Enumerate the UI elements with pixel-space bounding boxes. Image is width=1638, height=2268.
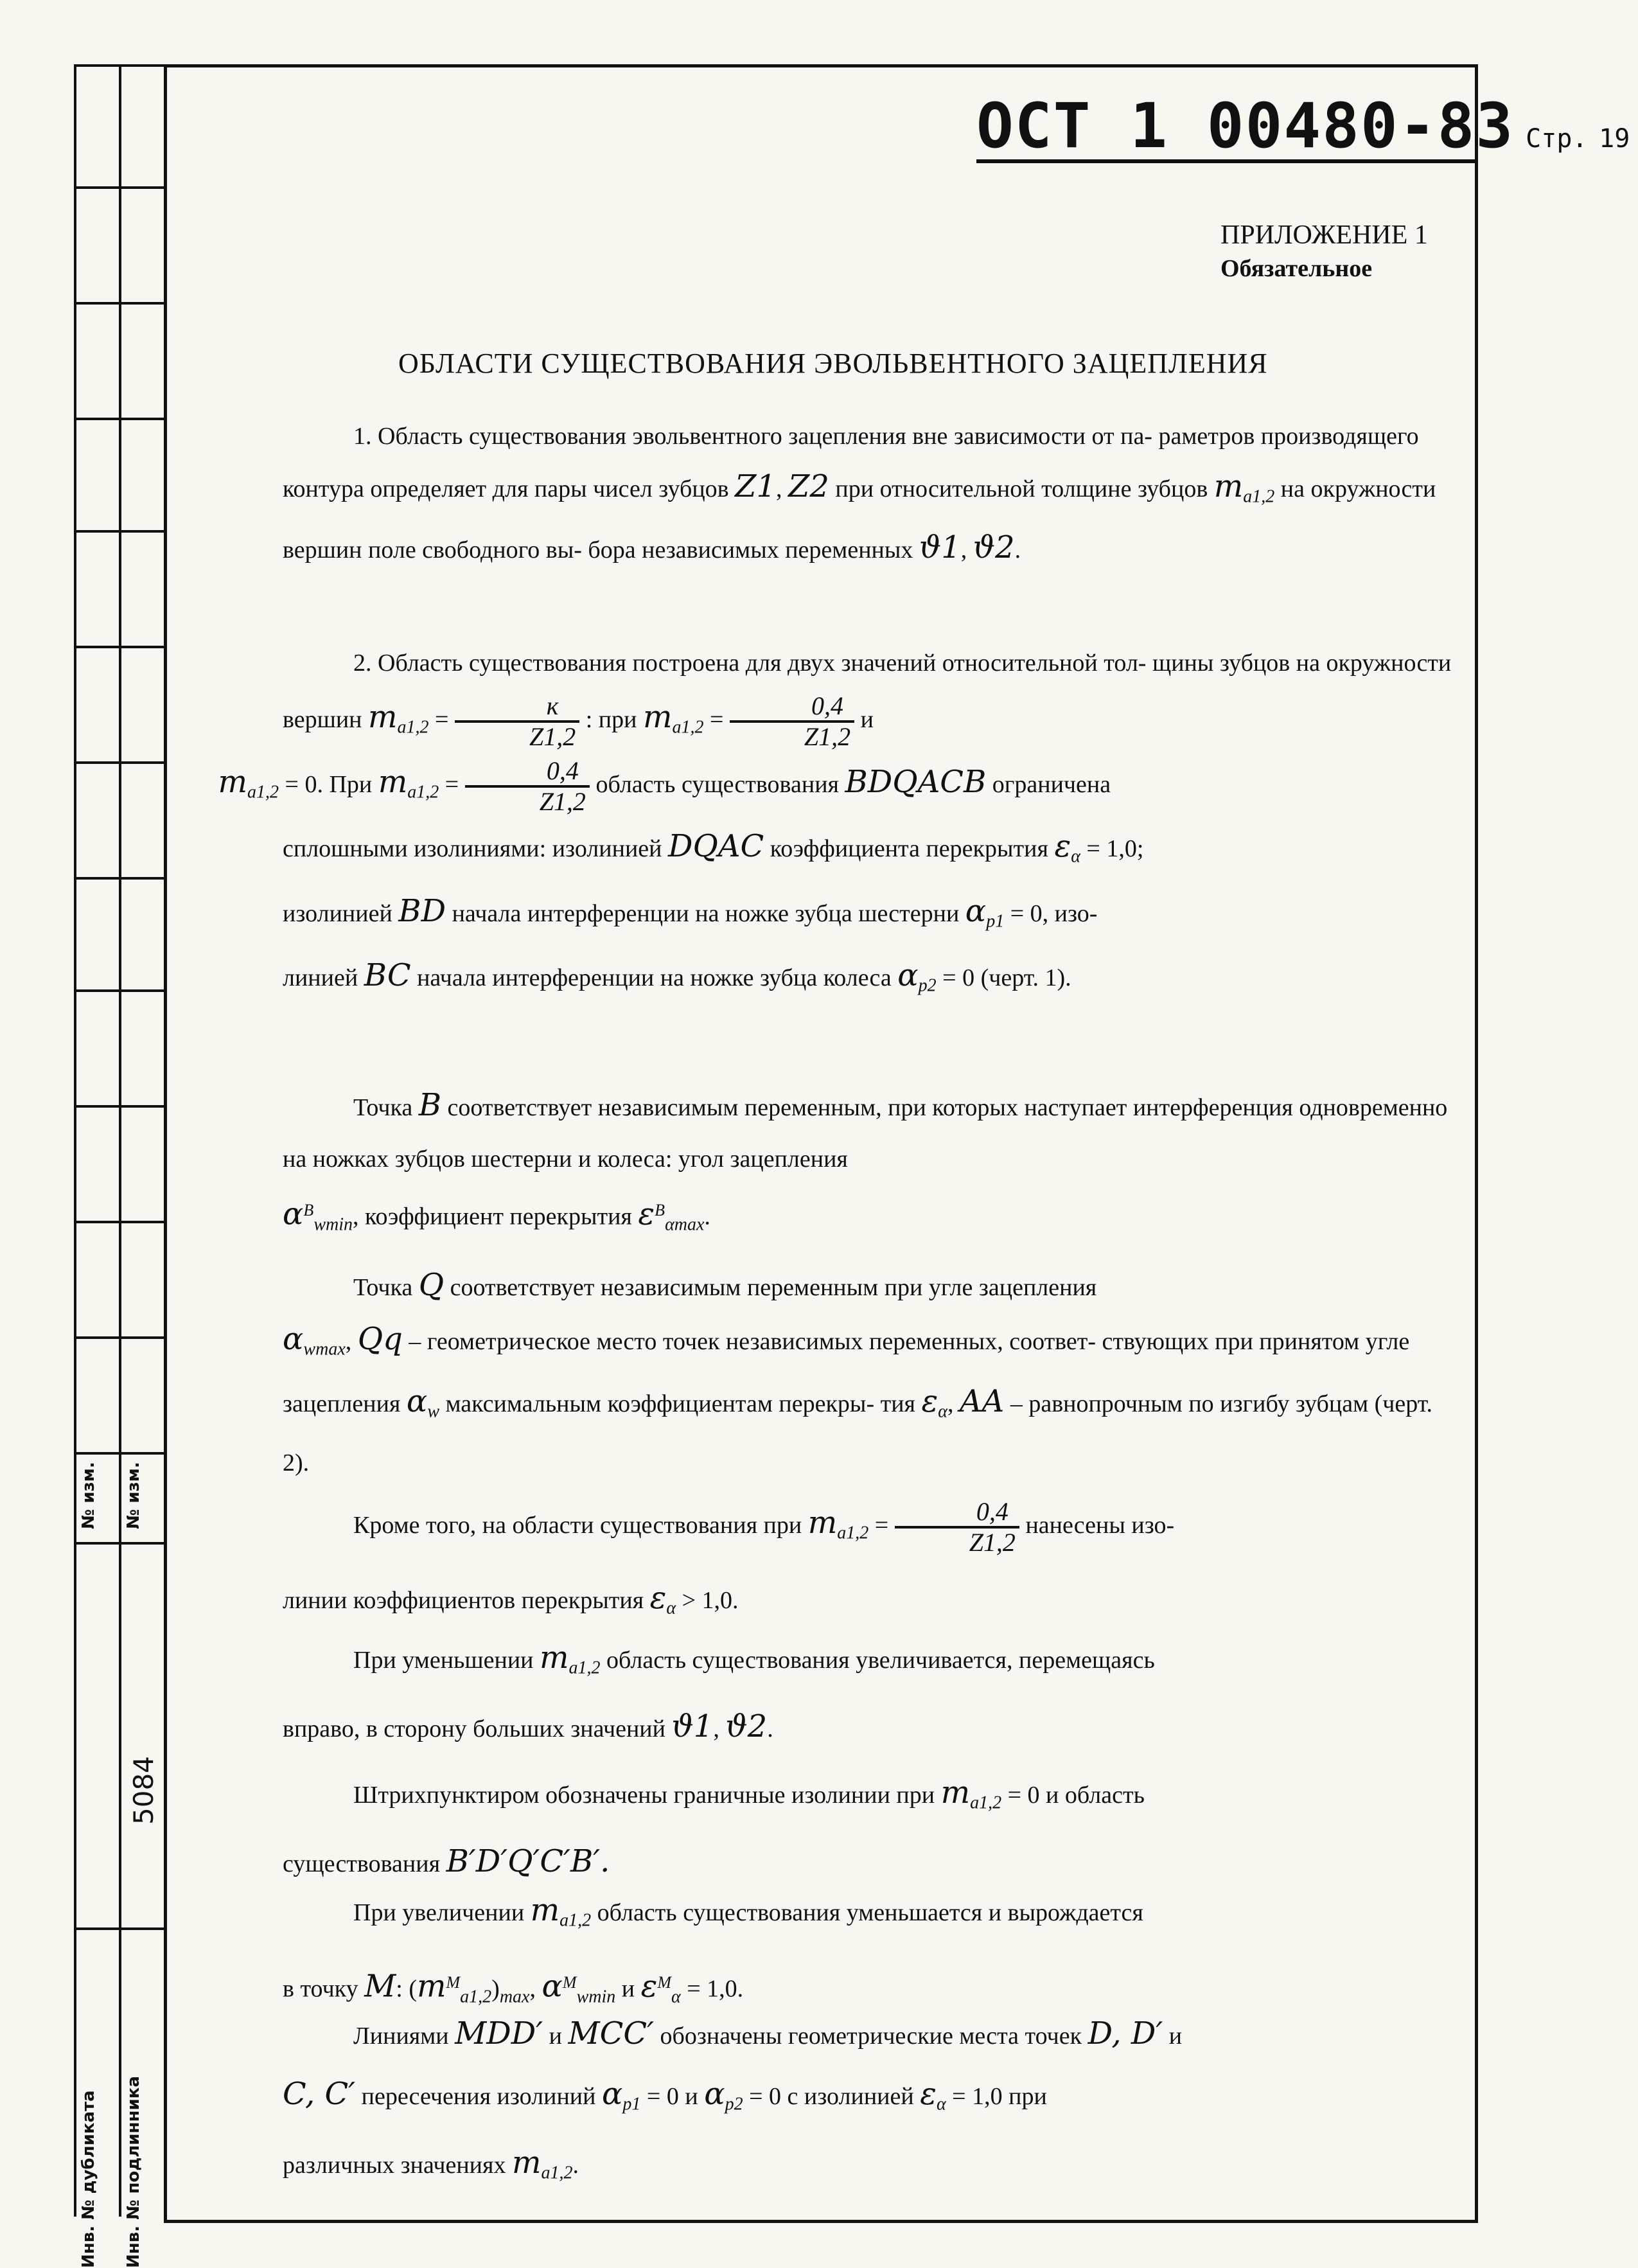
inventory-number: 5084 [128, 1756, 159, 1825]
text: щины зубцов на окружности вершин [283, 650, 1452, 733]
paragraph-3: Точка B соответствует независимым переменным, при которых наступает интерференция одновременно на ножках зубцов шестерни и колеса: угол зацепления $\alpha^B_{wmin}$, коэффициент перекрытия $\varepsilon^B_{\alpha max}$. [283, 1087, 1448, 1235]
math: M [657, 1972, 672, 1992]
math: w [427, 1401, 440, 1422]
text: При увеличении [353, 1899, 525, 1926]
text: и [860, 706, 874, 733]
text: изолинией [283, 899, 392, 927]
stamp-cell [74, 1336, 164, 1339]
text: = 1,0. [687, 1975, 744, 2003]
paragraph-8: При увеличении $m_{a1,2}$ область существования уменьшается и вырождается в точку M: $(m^M_{a1,2})_{max}$, $\alpha^M_{wmin}$ и $\varepsilon^M_\alpha = 1,0$. [283, 1892, 1143, 2007]
side-stamp-columns [74, 64, 164, 2268]
text: 1. Область существования эвольвентного зацепления вне зависимости от па- [353, 423, 1152, 450]
math: M [446, 1972, 461, 1992]
math: ε [920, 2076, 937, 2112]
text: обозначены геометрические места точек [660, 2023, 1082, 2050]
fraction [730, 692, 854, 751]
stamp-cell [74, 646, 164, 648]
numerator: 0,4 [465, 757, 590, 788]
math: M [562, 1972, 577, 1992]
math: α [897, 957, 919, 994]
math: α [601, 2076, 623, 2112]
text: соответствует независимым переменным, при которых наступает [447, 1094, 1127, 1121]
math: DQAC [667, 828, 764, 865]
stamp-label: Инв. № подлинника [124, 2076, 143, 2268]
math: a1,2 [672, 717, 704, 738]
text: интерференция одновременно на ножках зубцов шестерни и колеса: угол зацепления [283, 1094, 1448, 1173]
paragraph-7 [283, 1764, 1465, 1893]
stamp-column-left [74, 64, 121, 2217]
math: a1,2 [407, 782, 439, 802]
text: раметров производящего контура определяет для пары чисел зубцов [283, 423, 1419, 502]
math: C, C′ [283, 2076, 356, 2112]
stamp-cell [74, 1542, 164, 1545]
stamp-label: № изм. [79, 1462, 98, 1529]
stamp-cell [74, 1927, 164, 1930]
stamp-cell [74, 989, 164, 992]
math: wmin [313, 1214, 353, 1235]
text: и [549, 2023, 563, 2050]
math: Qq [357, 1321, 403, 1357]
math: Z1 [735, 468, 776, 504]
math: ϑ1 [671, 1708, 714, 1744]
text: соответствует независимым переменным при угле зацепления [450, 1274, 1097, 1301]
math: ε [921, 1383, 938, 1419]
text: начала интерференции на ножке зубца колеса [417, 964, 892, 992]
math: D, D′ [1088, 2016, 1163, 2051]
document-header [976, 90, 1630, 162]
math: a1,2 [541, 2163, 573, 2183]
math: m [1213, 468, 1244, 504]
math: m [368, 699, 398, 735]
math: αmax [665, 1214, 705, 1235]
text: 2. Область существования построена для двух значений относительной тол- [353, 650, 1147, 677]
math: α [704, 2076, 725, 2112]
text: линии коэффициентов перекрытия [283, 1586, 644, 1614]
math: m [218, 763, 248, 800]
math: m [530, 1892, 560, 1928]
math: ϑ2 [725, 1708, 768, 1744]
text: существования [283, 1850, 441, 1877]
math: α [938, 1401, 947, 1422]
math: m [540, 1640, 569, 1676]
text: = 0 и область [1007, 1782, 1145, 1809]
page-label: Стр. [1526, 124, 1588, 154]
text: = 1,0; [1086, 835, 1144, 863]
text: = 0 с изолинией [749, 2083, 914, 2110]
math: a1,2 [970, 1793, 1002, 1813]
appendix-subtitle: Обязательное [1220, 255, 1373, 282]
fraction [455, 692, 579, 751]
denominator: Z1,2 [969, 1528, 1016, 1557]
stamp-label: № изм. [124, 1462, 143, 1529]
math: α [666, 1598, 676, 1618]
math: Z2 [788, 468, 829, 504]
math: ϑ1 [919, 529, 961, 565]
math: p1 [622, 2094, 641, 2114]
text: вправо, в сторону больших значений [283, 1715, 665, 1742]
math: B [418, 1087, 442, 1123]
text: Линиями [353, 2023, 449, 2050]
text: ограничена [992, 770, 1111, 798]
math: a1,2 [559, 1910, 592, 1931]
math: BDQACB [845, 763, 987, 800]
stamp-cell [74, 530, 164, 533]
text: начала интерференции на ножке зубца шестерни [452, 899, 960, 927]
text: коэффициента перекрытия [770, 835, 1048, 863]
fraction [465, 757, 590, 816]
text: Штрихпунктиром обозначены граничные изолинии при [353, 1782, 935, 1809]
math: M [364, 1968, 396, 2005]
math: MCC′ [568, 2016, 655, 2051]
math: α [542, 1968, 563, 2005]
text: – геометрическое место точек независимых переменных, соответ- [409, 1328, 1096, 1355]
text: на окружности вершин поле свободного вы- [283, 475, 1436, 563]
math: a1,2 [460, 1986, 492, 2007]
paragraph-2: 2. Область существования построена для двух значений относительной тол- щины зубцов на окружности вершин $m_{a1,2}$ = $\frac{к}{Z1,2}$ : при $m_{a1,2}$ = $\frac{0,4}{Z1,2}$ и $m_{a1,2} = 0$. При $m_{a1,2}$ = $\frac{0,4}{Z1,2}$ область существования BDQACB ограничена сплошными изолиниями: изолинией DQAC коэффициента перекрытия $\varepsilon_\alpha = 1,0$; изолинией BD начала интерференции на ножке зубца шестерни $\alpha_{p1} = 0$, изо- линией BC начала интерференции на ножке зубца колеса $\alpha_{p2} = 0$ (черт. 1). [218, 650, 1452, 996]
text: Точка [353, 1274, 413, 1301]
stamp-cell [74, 418, 164, 420]
math: α [1071, 846, 1080, 867]
math: B [303, 1201, 314, 1219]
text: относительной толщине зубцов [879, 475, 1208, 502]
math: p1 [986, 911, 1005, 932]
math: a1,2 [1243, 486, 1275, 507]
stamp-cell [74, 761, 164, 764]
math: B′D′Q′C′B′. [446, 1843, 610, 1879]
math: BD [398, 892, 446, 929]
text: : при [585, 706, 637, 733]
text: максимальным коэффициентам перекры- [445, 1390, 875, 1417]
paragraph-1: 1. Область существования эвольвентного зацепления вне зависимости от па- раметров производящего контура определяет для пары чисел зубцов Z1, Z2 при относительной толщине зубцов $m_{a1,2}$ на окружности вершин поле свободного вы- бора независимых переменных ϑ1, ϑ2. [283, 423, 1436, 565]
math: B [655, 1201, 665, 1219]
text: различных значениях [283, 2151, 506, 2179]
stamp-cell [74, 1105, 164, 1108]
text: ствующих при принятом угле зацепления [283, 1328, 1410, 1417]
text: = 0, изо- [1010, 899, 1098, 927]
math: AA [960, 1383, 1005, 1419]
text: > 1,0. [682, 1586, 739, 1614]
math: wmax [303, 1339, 346, 1360]
math: a1,2 [397, 717, 429, 738]
math: m [511, 2144, 542, 2181]
text: Точка [353, 1094, 413, 1121]
stamp-cell [74, 877, 164, 880]
doc-title: ОБЛАСТИ СУЩЕСТВОВАНИЯ ЭВОЛЬВЕНТНОГО ЗАЦЕПЛЕНИЯ [398, 348, 1268, 379]
text: = 0. При [285, 770, 373, 798]
math: ε [638, 1196, 655, 1232]
text: = 1,0 при [952, 2083, 1047, 2110]
appendix-label [1220, 218, 1428, 285]
math: m [940, 1775, 971, 1811]
text: сплошными изолиниями: изолинией [283, 835, 662, 863]
text: область существования уменьшается и вырождается [597, 1899, 1143, 1926]
text: Кроме того, на области существования при [353, 1512, 802, 1539]
math: α [283, 1196, 304, 1232]
text: область существования [595, 770, 840, 798]
text: бора независимых переменных [588, 536, 913, 563]
text: и [1168, 2023, 1183, 2050]
math: a1,2 [568, 1658, 601, 1678]
appendix-title: ПРИЛОЖЕНИЕ 1 [1220, 220, 1428, 250]
math: α [671, 1986, 681, 2007]
text: линией [283, 964, 358, 992]
paragraph-5: Кроме того, на области существования при $m_{a1,2}$ = $\frac{0,4}{Z1,2}$ нанесены изо- линии коэффициентов перекрытия $\varepsilon_\alpha > 1,0$. [283, 1497, 1175, 1618]
stamp-cell [74, 64, 164, 67]
math: α [965, 892, 987, 929]
stamp-cell [74, 1221, 164, 1223]
stamp-label: Инв. № дубликата [79, 2090, 98, 2268]
math: ε [1054, 828, 1071, 865]
text: = 0 и [646, 2083, 698, 2110]
math: m [378, 763, 408, 800]
paragraph-6: При уменьшении $m_{a1,2}$ область существования увеличивается, перемещаясь вправо, в сторону больших значений ϑ1, ϑ2. [283, 1640, 1155, 1744]
text: тия [880, 1390, 916, 1417]
numerator: 0,4 [895, 1498, 1019, 1528]
text: в точку [283, 1975, 358, 2003]
math: wmin [576, 1986, 616, 2007]
text: нанесены изо- [1025, 1512, 1175, 1539]
page-number: 19 [1599, 124, 1630, 154]
stamp-cell [74, 302, 164, 305]
numerator: 0,4 [730, 692, 854, 723]
text: При уменьшении [353, 1647, 534, 1674]
text: , коэффициент перекрытия [353, 1203, 632, 1230]
math: ϑ2 [973, 529, 1015, 565]
text: область существования увеличивается, перемещаясь [606, 1647, 1155, 1674]
math: a1,2 [247, 782, 279, 802]
math: m [416, 1968, 446, 2005]
paragraph-4: Точка Q соответствует независимым переменным при угле зацепления $\alpha_{wmax}$, Qq – геометрическое место точек независимых переменных, соответ- ствующих при принятом угле зацепления $\alpha_w$ максимальным коэффициентам перекры- тия $\varepsilon_\alpha$, AA – равнопрочным по изгибу зубцам (черт. 2). [283, 1267, 1433, 1477]
stamp-column-right [119, 64, 166, 2217]
header-underline [976, 159, 1477, 163]
math: α [283, 1321, 304, 1357]
stamp-cell [74, 1452, 164, 1455]
math: m [642, 699, 673, 735]
stamp-cell [74, 186, 164, 189]
standard-code: ОСТ 1 00480-83 [976, 90, 1515, 162]
text: пересечения изолиний [361, 2083, 596, 2110]
math: a1,2 [837, 1523, 869, 1543]
math: α [406, 1383, 428, 1419]
fraction [895, 1498, 1019, 1557]
denominator: Z1,2 [804, 722, 851, 752]
math: ε [640, 1968, 658, 2005]
denominator: Z1,2 [539, 786, 586, 816]
text: и [621, 1975, 635, 2003]
math: p2 [918, 975, 937, 996]
math: m [807, 1505, 838, 1541]
math: p2 [725, 2094, 743, 2114]
text: – равнопрочным по изгибу зубцам (черт. 2). [283, 1390, 1433, 1477]
math: α [936, 2094, 946, 2114]
denominator: Z1,2 [529, 722, 576, 752]
math: max [499, 1986, 530, 2007]
numerator: к [455, 692, 579, 723]
paragraph-9: Линиями MDD′ и MCC′ обозначены геометрические места точек D, D′ и C, C′ пересечения изолиний $\alpha_{p1} = 0$ и $\alpha_{p2} = 0$ с изолинией $\varepsilon_\alpha = 1,0$ при различных значениях $m_{a1,2}$. [283, 2016, 1183, 2183]
text: = 0 (черт. 1). [942, 964, 1071, 992]
math: BC [364, 957, 411, 994]
math: Q [418, 1267, 445, 1303]
math: ε [649, 1579, 667, 1616]
math: MDD′ [455, 2016, 543, 2051]
text: при [835, 475, 874, 502]
